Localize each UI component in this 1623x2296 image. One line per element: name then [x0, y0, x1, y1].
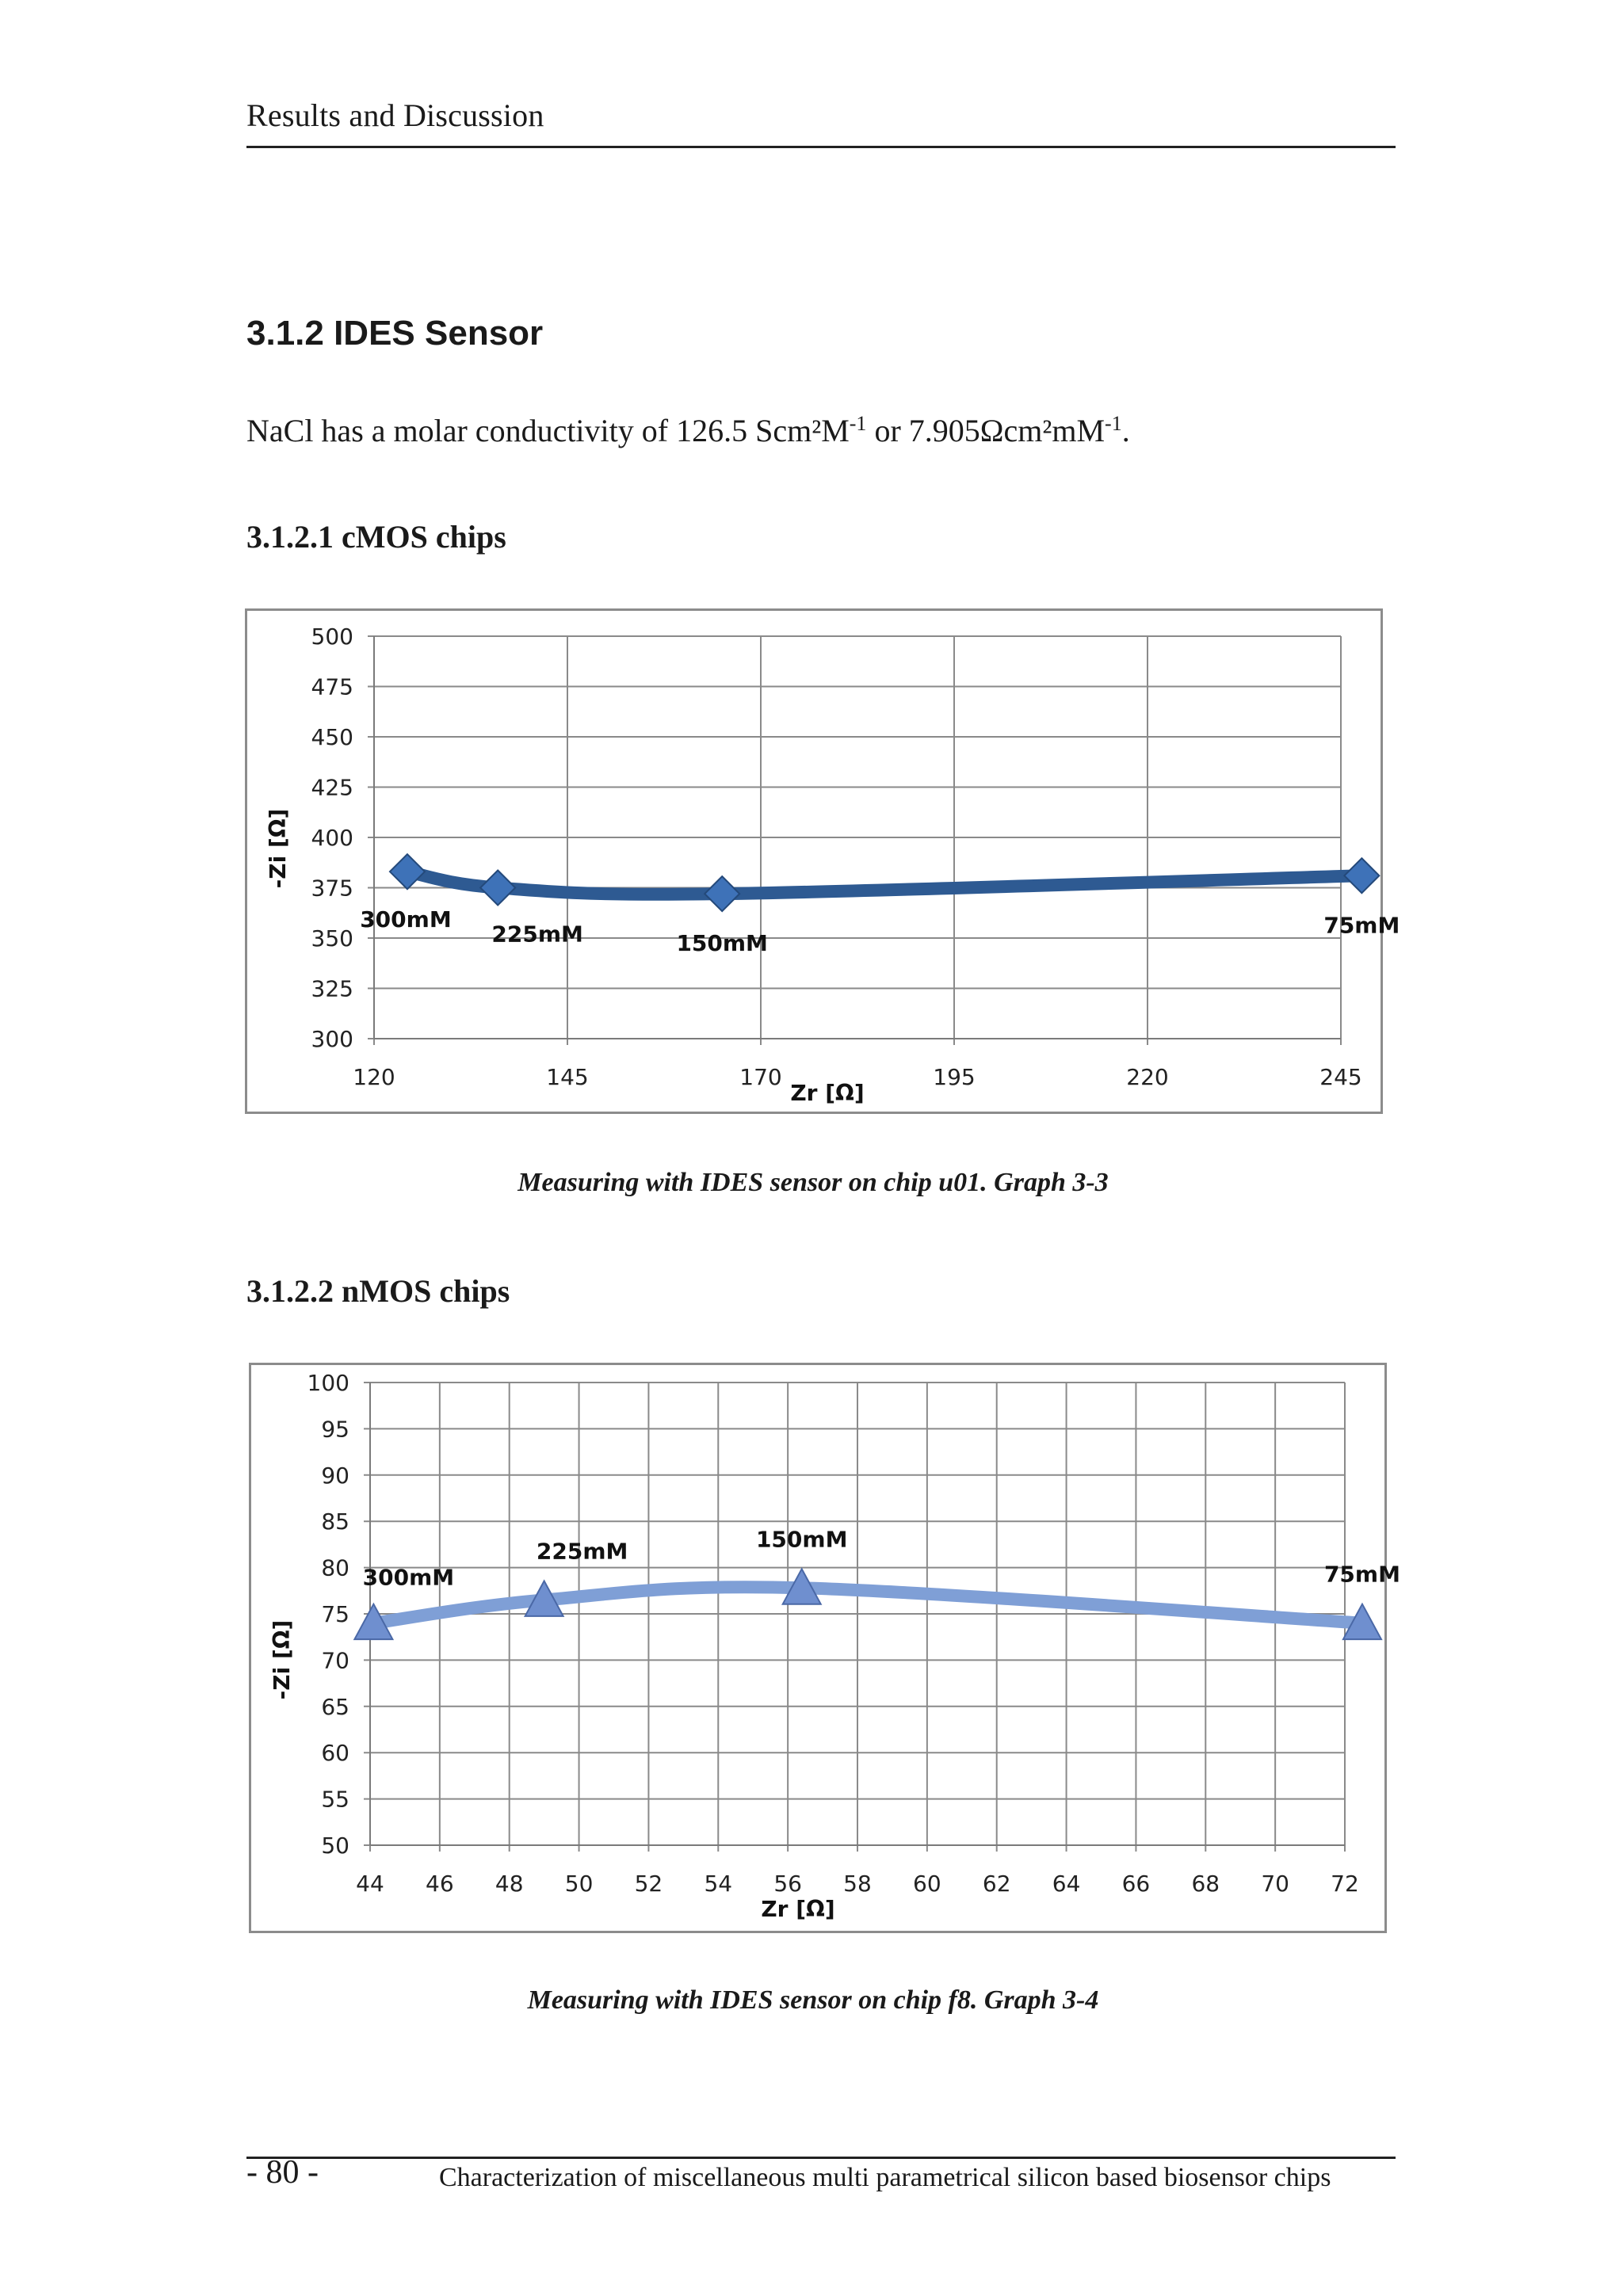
data-label: 75mM	[1323, 912, 1400, 939]
y-tick-label: 80	[321, 1554, 349, 1581]
x-tick-label: 48	[495, 1871, 524, 1897]
body-sup-2: -1	[1105, 412, 1122, 435]
y-tick-label: 400	[311, 825, 353, 851]
y-tick-label: 95	[321, 1416, 349, 1443]
data-point	[1344, 858, 1379, 893]
y-axis-label: -Zi [Ω]	[269, 1619, 295, 1700]
caption-graph-3-4: Measuring with IDES sensor on chip f8. Graph 3-4	[527, 1985, 1099, 2015]
data-point	[705, 876, 739, 911]
data-label: 150mM	[676, 930, 768, 957]
body-text-3: .	[1121, 413, 1130, 448]
body-sup-1: -1	[849, 412, 867, 435]
body-paragraph	[246, 412, 1130, 449]
y-tick-label: 500	[311, 624, 353, 650]
x-tick-label: 195	[933, 1064, 976, 1090]
y-tick-label: 55	[321, 1786, 349, 1813]
y-tick-label: 85	[321, 1508, 349, 1535]
x-tick-label: 52	[634, 1871, 663, 1897]
y-tick-label: 300	[311, 1026, 353, 1052]
x-tick-label: 120	[353, 1064, 395, 1090]
x-tick-label: 46	[426, 1871, 454, 1897]
x-tick-label: 66	[1121, 1871, 1151, 1897]
data-label: 300mM	[360, 906, 452, 933]
chart-nmos	[249, 1363, 1400, 1933]
chart-cmos	[245, 608, 1400, 1114]
x-tick-label: 60	[913, 1871, 941, 1897]
y-tick-label: 50	[321, 1833, 349, 1859]
y-tick-label: 350	[311, 925, 353, 952]
section-heading: 3.1.2 IDES Sensor	[246, 314, 544, 353]
x-tick-label: 50	[564, 1871, 594, 1897]
y-tick-label: 65	[321, 1693, 349, 1720]
x-tick-label: 245	[1319, 1064, 1362, 1090]
y-axis-label: -Zi [Ω]	[265, 808, 291, 889]
page-number: - 80 -	[246, 2154, 319, 2191]
caption-graph-3-3: Measuring with IDES sensor on chip u01. Graph 3-3	[517, 1168, 1109, 1197]
x-tick-label: 145	[546, 1064, 589, 1090]
y-tick-label: 475	[311, 673, 353, 700]
running-header: Results and Discussion	[246, 97, 544, 133]
subsection-heading-nmos: 3.1.2.2 nMOS chips	[246, 1273, 510, 1309]
y-tick-label: 375	[311, 875, 353, 902]
series-line	[407, 871, 1361, 894]
x-tick-label: 62	[982, 1871, 1011, 1897]
x-axis-label: Zr [Ω]	[761, 1896, 835, 1922]
data-label: 300mM	[362, 1564, 455, 1591]
body-text-1: NaCl has a molar conductivity of 126.5 Scm²M	[246, 413, 850, 448]
x-tick-label: 220	[1126, 1064, 1169, 1090]
header-rule	[246, 146, 1396, 148]
data-point	[390, 854, 425, 889]
body-text-2: or 7.905Ωcm²mM	[866, 413, 1106, 448]
subsection-heading-cmos: 3.1.2.1 cMOS chips	[246, 519, 506, 555]
footer-title: Characterization of miscellaneous multi parametrical silicon based biosensor chips	[439, 2163, 1331, 2192]
x-tick-label: 58	[843, 1871, 872, 1897]
chart-cmos-svg	[247, 611, 1400, 1116]
footer-rule	[246, 2157, 1396, 2159]
x-tick-label: 56	[773, 1871, 802, 1897]
y-tick-label: 425	[311, 774, 353, 801]
x-tick-label: 70	[1261, 1871, 1289, 1897]
x-tick-label: 54	[704, 1871, 733, 1897]
x-tick-label: 68	[1191, 1871, 1220, 1897]
y-tick-label: 325	[311, 975, 353, 1002]
data-label: 75mM	[1323, 1561, 1400, 1588]
y-tick-label: 60	[321, 1740, 349, 1767]
data-point	[480, 871, 515, 906]
y-tick-label: 90	[321, 1462, 349, 1489]
series-line	[373, 1587, 1362, 1623]
x-axis-label: Zr [Ω]	[790, 1080, 865, 1106]
x-tick-label: 72	[1331, 1871, 1359, 1897]
y-tick-label: 100	[307, 1370, 349, 1396]
y-tick-label: 450	[311, 724, 353, 750]
chart-nmos-svg	[251, 1365, 1400, 1936]
x-tick-label: 64	[1052, 1871, 1081, 1897]
y-tick-label: 70	[321, 1647, 349, 1674]
x-tick-label: 170	[739, 1064, 782, 1090]
y-tick-label: 75	[321, 1601, 349, 1627]
data-label: 150mM	[755, 1526, 848, 1553]
data-label: 225mM	[536, 1538, 628, 1565]
x-tick-label: 44	[356, 1871, 384, 1897]
data-label: 225mM	[491, 921, 583, 948]
